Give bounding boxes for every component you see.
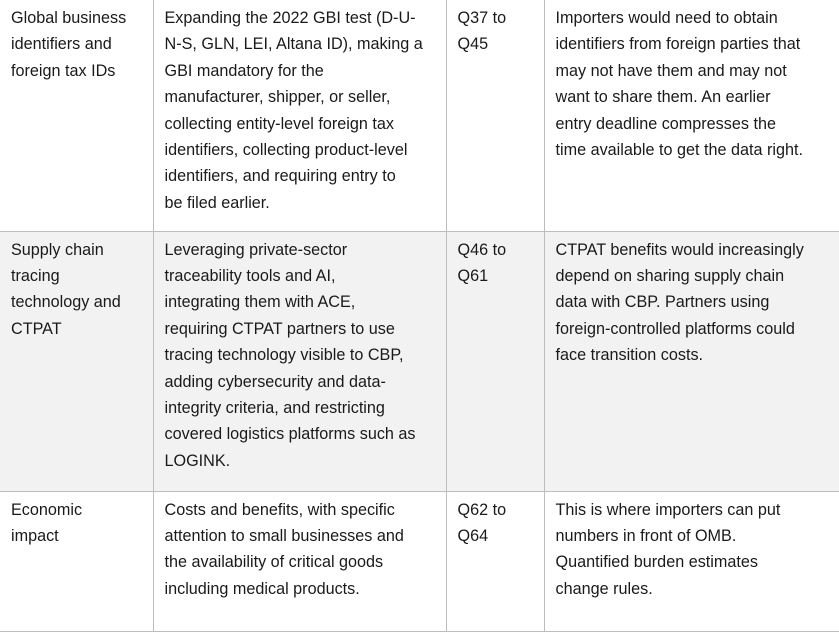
table-row <box>0 0 839 231</box>
questions-cell: Q62 to Q64 <box>446 491 544 631</box>
proposal-cell: Expanding the 2022 GBI test (D-U- N-S, GLN, LEI, Altana ID), making a GBI mandatory for the manufacturer, shipper, or seller, collecting entity-level foreign tax identifiers, collecting product-level identifiers, and requiring entry to be filed earlier. <box>153 0 446 231</box>
topic-cell: Supply chain tracing technology and CTPAT <box>0 231 153 491</box>
impact-cell: CTPAT benefits would increasingly depend on sharing supply chain data with CBP. Partners using foreign-controlled platforms could face transition costs. <box>544 231 839 491</box>
impact-cell: This is where importers can put numbers in front of OMB. Quantified burden estimates change rules. <box>544 491 839 631</box>
proposal-cell: Costs and benefits, with specific attention to small businesses and the availability of critical goods including medical products. <box>153 491 446 631</box>
topic-cell: Global business identifiers and foreign tax IDs <box>0 0 153 231</box>
impact-cell: Importers would need to obtain identifiers from foreign parties that may not have them and may not want to share them. An earlier entry deadline compresses the time available to get the data right. <box>544 0 839 231</box>
proposal-cell: Leveraging private-sector traceability tools and AI, integrating them with ACE, requiring CTPAT partners to use tracing technology visible to CBP, adding cybersecurity and data- integrity criteria, and restricting covered logistics platforms such as LOGINK. <box>153 231 446 491</box>
table-row <box>0 491 839 631</box>
table-row <box>0 231 839 491</box>
topic-cell: Economic impact <box>0 491 153 631</box>
questions-cell: Q46 to Q61 <box>446 231 544 491</box>
questions-cell: Q37 to Q45 <box>446 0 544 231</box>
